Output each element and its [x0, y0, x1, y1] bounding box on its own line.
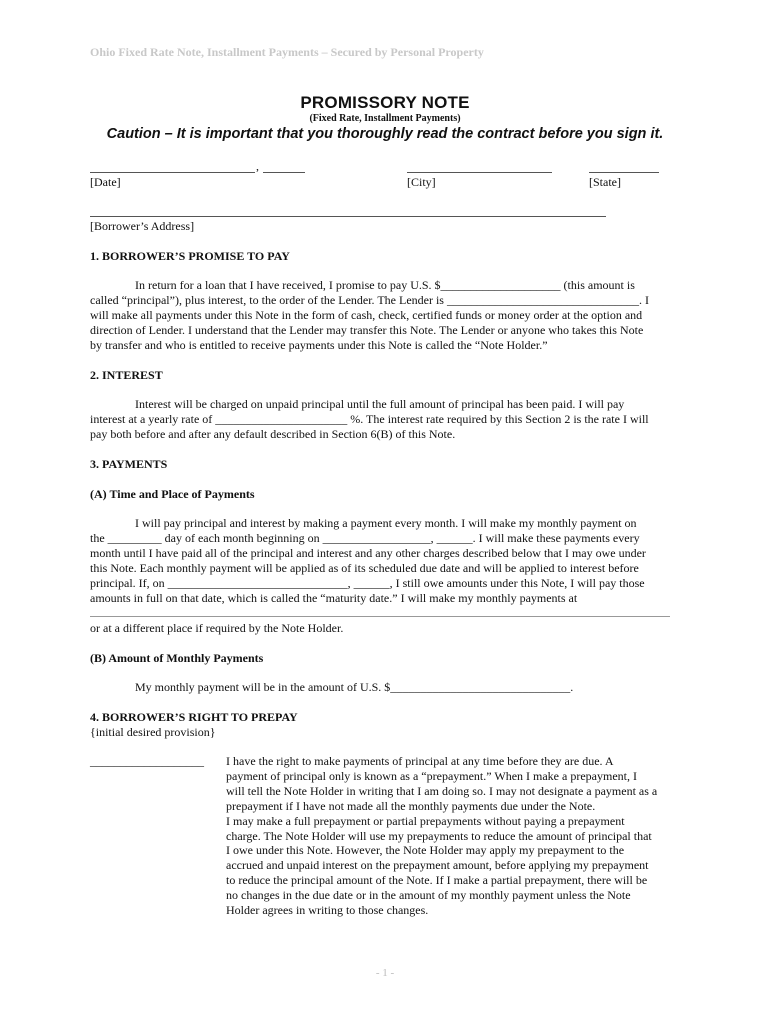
section-4-line: I may make a full prepayment or partial prepayments without paying a prepayment	[226, 813, 625, 828]
section-3a-line: month until I have paid all of the principal and interest and any other charges described below that I may owe under	[90, 545, 646, 560]
section-3a-line: the _________ day of each month beginning on __________________, ______. I will make these payments every	[90, 530, 640, 545]
section-3a-line: I will pay principal and interest by making a payment every month. I will make my monthly payment on	[135, 516, 637, 530]
section-3a-line: amounts in full on that date, which is called the “maturity date.” I will make my monthly payments at	[90, 590, 578, 605]
section-4-line: Holder agrees in writing to those changes.	[226, 903, 429, 918]
section-4-heading: 4. BORROWER’S RIGHT TO PREPAY	[90, 710, 298, 724]
section-4-line: charge. The Note Holder will use my prepayments to reduce the amount of principal that	[226, 828, 652, 843]
initial-blank[interactable]: ___________________	[90, 754, 204, 768]
section-2-body	[90, 397, 671, 442]
section-4-line: accrued and unpaid interest on the prepayment amount, before applying my prepayment	[226, 858, 649, 873]
section-3a-heading: (A) Time and Place of Payments	[90, 487, 255, 501]
section-4-line: will tell the Note Holder in writing that I am doing so. I may not designate a payment as a	[226, 783, 658, 798]
section-1-line: by transfer and who is entitled to receive payments under this Note is called the “Note Holder.”	[90, 337, 548, 352]
section-4-line: to reduce the principal amount of the Note. If I make a partial prepayment, there will be	[226, 873, 648, 888]
section-1-line: called “principal”), plus interest, to the order of the Lender. The Lender is ________________________________. I	[90, 292, 649, 307]
section-2-line: Interest will be charged on unpaid principal until the full amount of principal has been paid. I will pay	[135, 397, 625, 411]
section-1-line: In return for a loan that I have received, I promise to pay U.S. $____________________ (this amount is	[135, 278, 635, 292]
year-blank[interactable]	[263, 172, 305, 173]
running-header: Ohio Fixed Rate Note, Installment Payments – Secured by Personal Property	[90, 45, 484, 59]
section-1-line: direction of Lender. I understand that the Lender may transfer this Note. The Lender or anyone who takes this Note	[90, 322, 644, 337]
section-4-body	[226, 754, 681, 918]
section-3a-body	[90, 516, 671, 605]
section-4-line: prepayment if I have not made all the monthly payments due under the Note.	[226, 798, 596, 813]
address-blank[interactable]	[90, 216, 606, 217]
document-subtitle: (Fixed Rate, Installment Payments)	[309, 113, 461, 124]
section-2-line: interest at a yearly rate of ______________________ %. The interest rate required by this Section 2 is the rate I will	[90, 411, 649, 426]
section-1-heading: 1. BORROWER’S PROMISE TO PAY	[90, 249, 290, 263]
section-3a-line: this Note. Each monthly payment will be applied as of its scheduled due date and will be applied to interest before	[90, 560, 639, 575]
section-1-body	[90, 278, 671, 353]
date-comma: ,	[256, 159, 259, 173]
section-3a-line: principal. If, on ______________________________, ______, I still owe amounts under this Note, I will pay those	[90, 575, 645, 590]
document-title: PROMISSORY NOTE	[300, 93, 470, 112]
section-4-line: payment of principal only is known as a “prepayment.” When I make a prepayment, I	[226, 768, 637, 783]
section-2-heading: 2. INTEREST	[90, 368, 163, 382]
city-blank[interactable]	[407, 172, 552, 173]
date-blank[interactable]	[90, 172, 255, 173]
section-3a-after: or at a different place if required by the Note Holder.	[90, 621, 344, 635]
section-3b-line: My monthly payment will be in the amount of U.S. $______________________________.	[135, 680, 574, 694]
section-1-line: will make all payments under this Note in the form of cash, check, certified funds or money order at the option and	[90, 307, 643, 322]
caution-notice: Caution – It is important that you thoroughly read the contract before you sign it.	[106, 126, 664, 142]
section-4-line: I have the right to make payments of principal at any time before they are due. A	[226, 754, 614, 768]
section-4-line: no changes in the due date or in the amount of my monthly payment unless the Note	[226, 888, 631, 903]
state-label: [State]	[589, 175, 621, 189]
payment-place-blank[interactable]	[90, 616, 670, 617]
section-3b-heading: (B) Amount of Monthly Payments	[90, 651, 264, 665]
city-label: [City]	[407, 175, 436, 189]
page-number: - 1 -	[375, 967, 395, 979]
section-4-line: I owe under this Note. However, the Note Holder may apply my prepayment to the	[226, 843, 625, 858]
section-4-note: {initial desired provision}	[90, 725, 216, 739]
section-2-line: pay both before and after any default described in Section 6(B) of this Note.	[90, 426, 456, 441]
address-label: [Borrower’s Address]	[90, 219, 195, 233]
date-label: [Date]	[90, 175, 121, 189]
state-blank[interactable]	[589, 172, 659, 173]
section-3-heading: 3. PAYMENTS	[90, 457, 168, 471]
